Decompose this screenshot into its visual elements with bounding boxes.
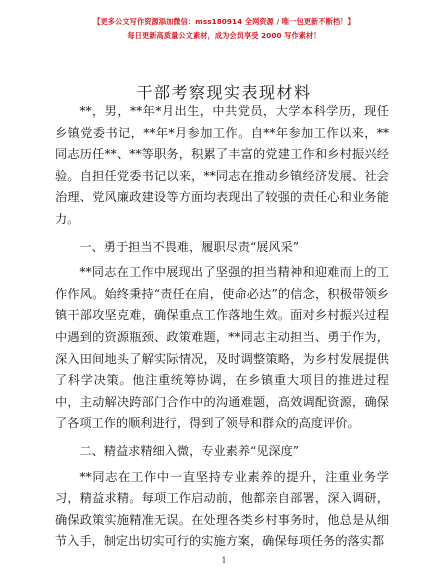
intro-paragraph: **，男，**年*月出生，中共党员，大学本科学历，现任乡镇党委书记，**年*月参加工作。自**年参加工作以来，**同志历任**、**等职务，积累了丰富的党建工作和乡村振兴经验。自担任党委书记以来，**同志在推动乡镇经济发展、社会治理、党风廉政建设等方面均表现出了较强的责任心和业务能力。 [55,104,389,226]
page-number: 1 [221,556,227,565]
section-heading-2: 二、精益求精细入微，专业素养“见深度” [79,443,300,458]
section-2-paragraph: **同志在工作中一直坚持专业素养的提升，注重业务学习，精益求精。每项工作启动前，他都亲自部署，深入调研，确保政策实施精准无误。在处理各类乡村事务时，他总是从细节入手，制定出切实可行的实施方案，确保每项任务的落实都 [55,469,389,549]
document-title: 干部考察现实表现材料 [136,83,312,102]
document-body [55,101,389,553]
promo-banner-line-1: 【更多公文写作资源添加微信：mss180914 全网资源 / 唯一包更新不断档！】 [93,17,355,26]
promo-banner-line-2: 每日更新高质量公文素材，成为会员享受 2000 写作素材！ [127,31,321,40]
section-1-paragraph: **同志在工作中展现出了坚强的担当精神和迎难而上的工作作风。始终秉持“责任在肩，使命必达”的信念，积极带领乡镇干部攻坚克难，确保重点工作落地生效。面对乡村振兴过程中遇到的资源瓶颈、政策难题，**同志主动担当、勇于作为，深入田间地头了解实际情况，及时调整策略，为乡村发展提供了科学决策。他注重统筹协调，在乡镇重大项目的推进过程中，主动解决跨部门合作中的沟通难题，高效调配资源，确保了各项工作的顺利进行，得到了领导和群众的高度评价。 [55,265,389,431]
section-heading-1: 一、勇于担当不畏难，履职尽责“展风采” [79,239,300,254]
